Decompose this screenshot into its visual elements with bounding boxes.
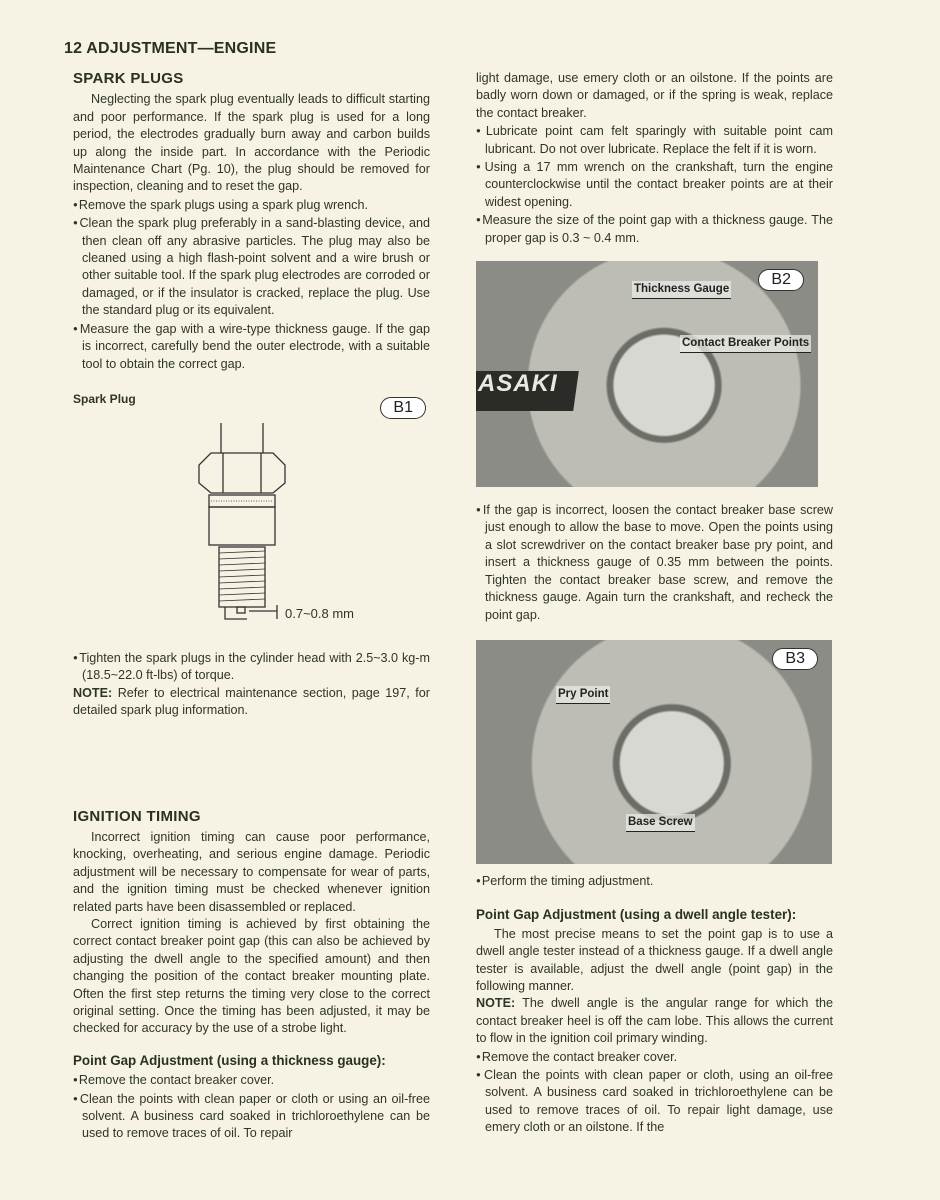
ignition-paragraph: Correct ignition timing is achieved by first obtaining the correct contact breaker point gap (this can also be achieved by adjusting the dwell angle to the specified amount) and then changing the position of the contact breaker mounting plate. Often the first step returns the timing very close to the correct original setting. Once the timing has been adjusted, it may be checked for accuracy by the use of a strobe light. [73, 916, 430, 1036]
spark-plug-icon [73, 423, 430, 633]
figure-badge-b2: B2 [758, 269, 804, 291]
figure-b3-photo [476, 640, 832, 864]
note-text: The dwell angle is the angular range for which the contact breaker heel is off the cam lobe. This allows the current to flow in the ignition coil primary winding. [476, 996, 833, 1046]
bullet-item: ● Clean the points with clean paper or cloth or using an oil-free solvent. A business card soaked in trichloroethylene can be used to remove traces of oil. To repair [73, 1090, 430, 1143]
bullet-item: ● Clean the points with clean paper or cloth, using an oil-free solvent. A business card soaked in trichloroethylene can be used to remove traces of oil. To repair light damage, use emery cloth or an oilstone. If the [476, 1066, 833, 1137]
note-text: Refer to electrical maintenance section, page 197, for detailed spark plug information. [73, 685, 430, 718]
left-column [73, 70, 430, 1143]
bullet-item: ● Remove the spark plugs using a spark plug wrench. [73, 196, 430, 214]
subsection-title-thickness-gauge: Point Gap Adjustment (using a thickness gauge): [73, 1052, 386, 1068]
section-title-spark-plugs: SPARK PLUGS [73, 70, 184, 87]
callout-thickness-gauge: Thickness Gauge [632, 281, 731, 299]
ignition-paragraph: Incorrect ignition timing can cause poor performance, knocking, overheating, and serious engine damage. Periodic adjustment will be necessary to compensate for wear of parts, and the ignition timing must be checked whenever ignition related parts have been disassembled or replaced. [73, 829, 430, 914]
bullet-item: ● Remove the contact breaker cover. [476, 1048, 833, 1066]
figure-badge-b3: B3 [772, 648, 818, 670]
dwell-intro: The most precise means to set the point gap is to use a dwell angle tester instead of a thickness gauge. If a dwell angle tester is available, adjust the dwell angle (point gap) in the following manner. [476, 926, 833, 993]
figure-b1-header [73, 391, 430, 419]
note-label: NOTE: [73, 685, 113, 700]
bullet-item: ● Measure the size of the point gap with a thickness gauge. The proper gap is 0.3 ~ 0.4 mm. [476, 211, 833, 247]
bullet-item: ● Clean the spark plug preferably in a sand-blasting device, and then clean off any abrasive particles. The plug may also be cleaned using a high flash-point solvent and a wire brush or other suitable tool. If the spark plug electrodes are corroded or damaged, or if the insulator is cracked, replace the plug. Use the standard plug or its equivalent. [73, 214, 430, 319]
callout-base-screw: Base Screw [626, 814, 695, 832]
bullet-item: ● Remove the contact breaker cover. [73, 1071, 430, 1089]
bullet-item: ● Lubricate point cam felt sparingly with suitable point cam lubricant. Do not over lubricate. Replace the felt if it is worn. [476, 122, 833, 158]
continuation-text: light damage, use emery cloth or an oilstone. If the points are badly worn down or damaged, or if the spring is weak, replace the contact breaker. [476, 71, 833, 120]
spark-plugs-intro: Neglecting the spark plug eventually leads to difficult starting and poor performance. If the spark plug is used for a long period, the electrodes gradually burn away and carbon builds up along the inside part. In accordance with the Periodic Maintenance Chart (Pg. 10), the plug should be removed for inspection, cleaning and to reset the gap. [73, 92, 430, 194]
callout-pry-point: Pry Point [556, 686, 610, 704]
right-column [476, 70, 833, 1137]
spark-plug-note [73, 685, 430, 720]
bullet-item: ● Perform the timing adjustment. [476, 872, 833, 890]
figure-badge-b1: B1 [380, 397, 426, 419]
figure-b2-photo [476, 261, 818, 487]
bullet-item: ● Tighten the spark plugs in the cylinder head with 2.5~3.0 kg-m (18.5~22.0 ft-lbs) of torque. [73, 649, 430, 685]
running-head: 12 ADJUSTMENT—ENGINE [64, 40, 277, 57]
bullet-item: ● Using a 17 mm wrench on the crankshaft, turn the engine counterclockwise until the contact breaker points are at their widest opening. [476, 158, 833, 211]
section-title-ignition-timing: IGNITION TIMING [73, 807, 201, 825]
figure-label: Spark Plug [73, 391, 136, 406]
dwell-note [476, 995, 833, 1047]
spark-plug-diagram [73, 423, 430, 643]
subsection-title-dwell-angle: Point Gap Adjustment (using a dwell angle tester): [476, 907, 797, 923]
bullet-item: ● If the gap is incorrect, loosen the contact breaker base screw just enough to allow the base to move. Open the points using a slot screwdriver on the contact breaker base pry point, and insert a thickness gauge of 0.35 mm between the points. Tighten the contact breaker base screw, and remove the thickness gauge. Again turn the crankshaft, and recheck the point gap. [476, 501, 833, 624]
gap-measurement-label: 0.7~0.8 mm [285, 605, 355, 621]
callout-contact-breaker-points: Contact Breaker Points [680, 335, 811, 353]
logo-text: ASAKI [478, 370, 558, 398]
bullet-item: ● Measure the gap with a wire-type thickness gauge. If the gap is incorrect, carefully bend the outer electrode, with a suitable tool to obtain the correct gap. [73, 320, 430, 373]
note-label: NOTE: [476, 996, 516, 1011]
